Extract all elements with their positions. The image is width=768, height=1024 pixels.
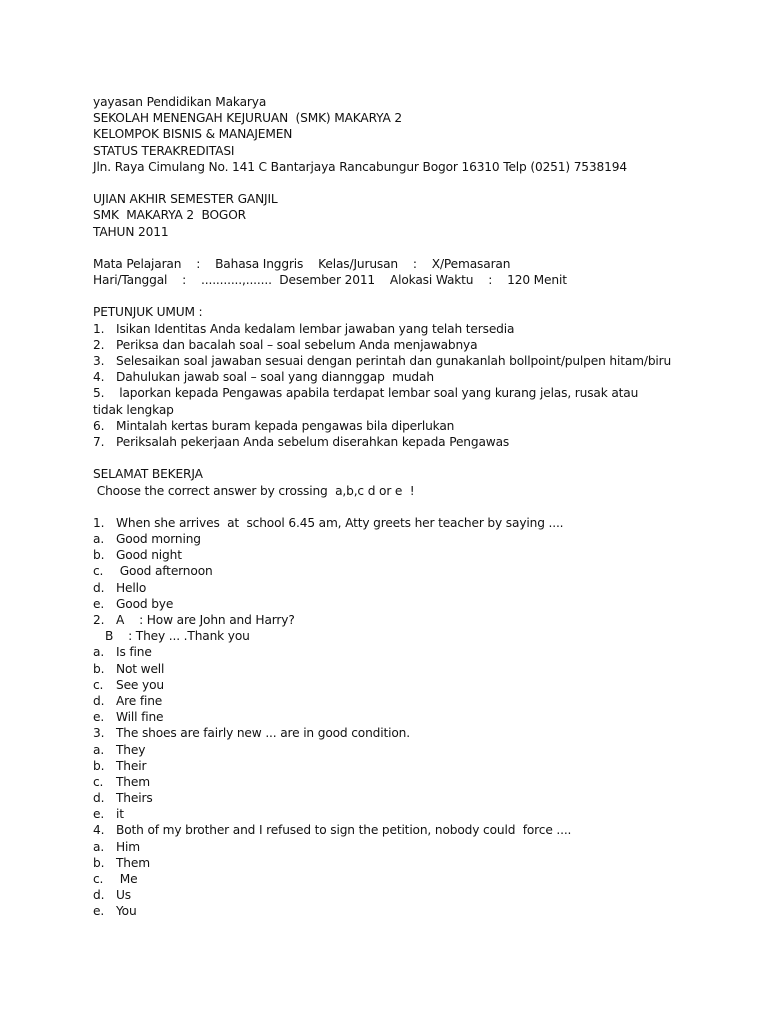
exam-school: SMK MAKARYA 2 BOGOR bbox=[93, 208, 246, 223]
question-text: When she arrives at school 6.45 am, Atty greets her teacher by saying .... bbox=[116, 515, 564, 530]
instruction-number: 6. bbox=[93, 418, 105, 433]
business-group: KELOMPOK BISNIS & MANAJEMEN bbox=[93, 127, 293, 142]
answer-option[interactable] bbox=[93, 887, 693, 903]
option-text: Us bbox=[116, 888, 131, 903]
question-stem bbox=[93, 612, 693, 628]
question-number: 2. bbox=[93, 613, 105, 628]
answer-option[interactable] bbox=[93, 596, 693, 612]
exam-year: TAHUN 2011 bbox=[93, 224, 169, 239]
question-stem bbox=[93, 515, 693, 531]
answer-option[interactable] bbox=[93, 547, 693, 563]
option-letter: d. bbox=[93, 791, 105, 806]
spacer bbox=[93, 175, 693, 191]
option-letter: c. bbox=[93, 872, 104, 887]
answer-option[interactable] bbox=[93, 677, 693, 693]
date-value: ...........,....... Desember 2011 bbox=[186, 273, 376, 288]
instruction-item bbox=[93, 337, 693, 353]
date-label: Hari/Tanggal : bbox=[93, 273, 187, 288]
exam-title: UJIAN AKHIR SEMESTER GANJIL bbox=[93, 192, 278, 207]
school-address: Jln. Raya Cimulang No. 141 C Bantarjaya Rancabungur Bogor 16310 Telp (0251) 7538194 bbox=[93, 159, 627, 174]
option-text: it bbox=[116, 807, 124, 822]
subject-label: Mata Pelajaran : bbox=[93, 256, 201, 271]
answer-option[interactable] bbox=[93, 871, 693, 887]
answer-option[interactable] bbox=[93, 806, 693, 822]
instruction-text: Dahulukan jawab soal – soal yang diannggap mudah bbox=[116, 370, 434, 385]
major-value: X/Pemasaran bbox=[416, 256, 511, 271]
instruction-item bbox=[93, 418, 693, 434]
answer-option[interactable] bbox=[93, 790, 693, 806]
spacer bbox=[93, 450, 693, 466]
school-name: SEKOLAH MENENGAH KEJURUAN (SMK) MAKARYA 2 bbox=[93, 111, 403, 126]
instruction-text: Selesaikan soal jawaban sesuai dengan perintah dan gunakanlah bollpoint/pulpen hitam/biru bbox=[116, 354, 672, 368]
question-text: The shoes are fairly new ... are in good condition. bbox=[116, 726, 410, 741]
time-value: 120 Menit bbox=[492, 273, 567, 288]
option-text: Them bbox=[116, 855, 150, 870]
closing-greeting: SELAMAT BEKERJA bbox=[93, 467, 203, 482]
option-text: Good morning bbox=[116, 532, 201, 547]
instruction-number: 5. bbox=[93, 386, 105, 401]
option-letter: d. bbox=[93, 888, 105, 903]
option-letter: c. bbox=[93, 564, 104, 579]
question-text: A : How are John and Harry? bbox=[116, 613, 295, 628]
answer-option[interactable] bbox=[93, 855, 693, 871]
spacer bbox=[93, 499, 693, 515]
option-letter: b. bbox=[93, 758, 105, 773]
option-letter: b. bbox=[93, 548, 105, 563]
option-text: Theirs bbox=[116, 791, 153, 806]
option-text: Is fine bbox=[116, 645, 152, 660]
option-letter: e. bbox=[93, 596, 105, 611]
subject-value: Bahasa Inggris bbox=[200, 256, 304, 271]
spacer bbox=[93, 240, 693, 256]
answer-option[interactable] bbox=[93, 661, 693, 677]
instruction-text: Isikan Identitas Anda kedalam lembar jawaban yang telah tersedia bbox=[116, 321, 515, 336]
answer-directive: Choose the correct answer by crossing a,b,c d or e ! bbox=[93, 483, 415, 498]
option-text: Him bbox=[116, 839, 140, 854]
answer-option[interactable] bbox=[93, 563, 693, 579]
option-letter: a. bbox=[93, 839, 105, 854]
option-letter: e. bbox=[93, 807, 105, 822]
answer-option[interactable] bbox=[93, 709, 693, 725]
question-stem bbox=[93, 725, 693, 741]
instruction-item bbox=[93, 434, 693, 450]
answer-option[interactable] bbox=[93, 903, 693, 919]
option-text: Good afternoon bbox=[116, 564, 213, 579]
question-number: 4. bbox=[93, 823, 105, 838]
option-letter: e. bbox=[93, 710, 105, 725]
instruction-item bbox=[93, 353, 693, 369]
question-text: Both of my brother and I refused to sign the petition, nobody could force .... bbox=[116, 823, 572, 838]
question-number: 1. bbox=[93, 515, 105, 530]
option-text: Hello bbox=[116, 580, 147, 595]
option-text: Good night bbox=[116, 548, 182, 563]
instruction-text: Periksa dan bacalah soal – soal sebelum Anda menjawabnya bbox=[116, 337, 478, 352]
option-text: You bbox=[116, 904, 137, 919]
answer-option[interactable] bbox=[93, 839, 693, 855]
option-letter: b. bbox=[93, 661, 105, 676]
option-letter: e. bbox=[93, 904, 105, 919]
option-text: Will fine bbox=[116, 710, 164, 725]
option-letter: c. bbox=[93, 677, 104, 692]
answer-option[interactable] bbox=[93, 774, 693, 790]
question-dialog-line: B : They ... .Thank you bbox=[105, 629, 250, 644]
option-letter: a. bbox=[93, 645, 105, 660]
question-stem bbox=[93, 822, 693, 838]
option-letter: c. bbox=[93, 774, 104, 789]
option-letter: a. bbox=[93, 532, 105, 547]
time-label: Alokasi Waktu : bbox=[375, 273, 493, 288]
subject-row bbox=[93, 256, 693, 272]
option-text: Them bbox=[116, 774, 150, 789]
instruction-text: laporkan kepada Pengawas apabila terdapat lembar soal yang kurang jelas, rusak atau tidak lengkap bbox=[93, 386, 639, 417]
major-label: Kelas/Jurusan : bbox=[303, 256, 417, 271]
answer-option[interactable] bbox=[93, 531, 693, 547]
date-row bbox=[93, 272, 693, 288]
option-letter: d. bbox=[93, 580, 105, 595]
instruction-number: 2. bbox=[93, 337, 105, 352]
instruction-number: 4. bbox=[93, 370, 105, 385]
answer-option[interactable] bbox=[93, 742, 693, 758]
question-number: 3. bbox=[93, 726, 105, 741]
instruction-text: Periksalah pekerjaan Anda sebelum diserahkan kepada Pengawas bbox=[116, 434, 510, 449]
instructions-heading: PETUNJUK UMUM : bbox=[93, 305, 203, 320]
accreditation-status: STATUS TERAKREDITASI bbox=[93, 143, 235, 158]
option-text: Me bbox=[116, 872, 138, 887]
answer-option[interactable] bbox=[93, 693, 693, 709]
option-letter: d. bbox=[93, 693, 105, 708]
instruction-item-wrapped bbox=[93, 385, 670, 417]
answer-option[interactable] bbox=[93, 758, 693, 774]
option-letter: a. bbox=[93, 742, 105, 757]
option-text: See you bbox=[116, 677, 164, 692]
instruction-text: Mintalah kertas buram kepada pengawas bila diperlukan bbox=[116, 418, 455, 433]
foundation-name: yayasan Pendidikan Makarya bbox=[93, 95, 267, 109]
answer-option[interactable] bbox=[93, 644, 693, 660]
option-text: Their bbox=[116, 758, 147, 773]
instruction-item bbox=[93, 369, 693, 385]
instruction-number: 1. bbox=[93, 321, 105, 336]
option-text: They bbox=[116, 742, 146, 757]
answer-option[interactable] bbox=[93, 580, 693, 596]
option-text: Good bye bbox=[116, 596, 174, 611]
spacer bbox=[93, 288, 693, 304]
instruction-number: 3. bbox=[93, 354, 105, 368]
option-text: Not well bbox=[116, 661, 165, 676]
instruction-item bbox=[93, 321, 693, 337]
option-text: Are fine bbox=[116, 693, 163, 708]
option-letter: b. bbox=[93, 855, 105, 870]
instruction-number: 7. bbox=[93, 434, 105, 449]
exam-sheet bbox=[93, 94, 693, 920]
